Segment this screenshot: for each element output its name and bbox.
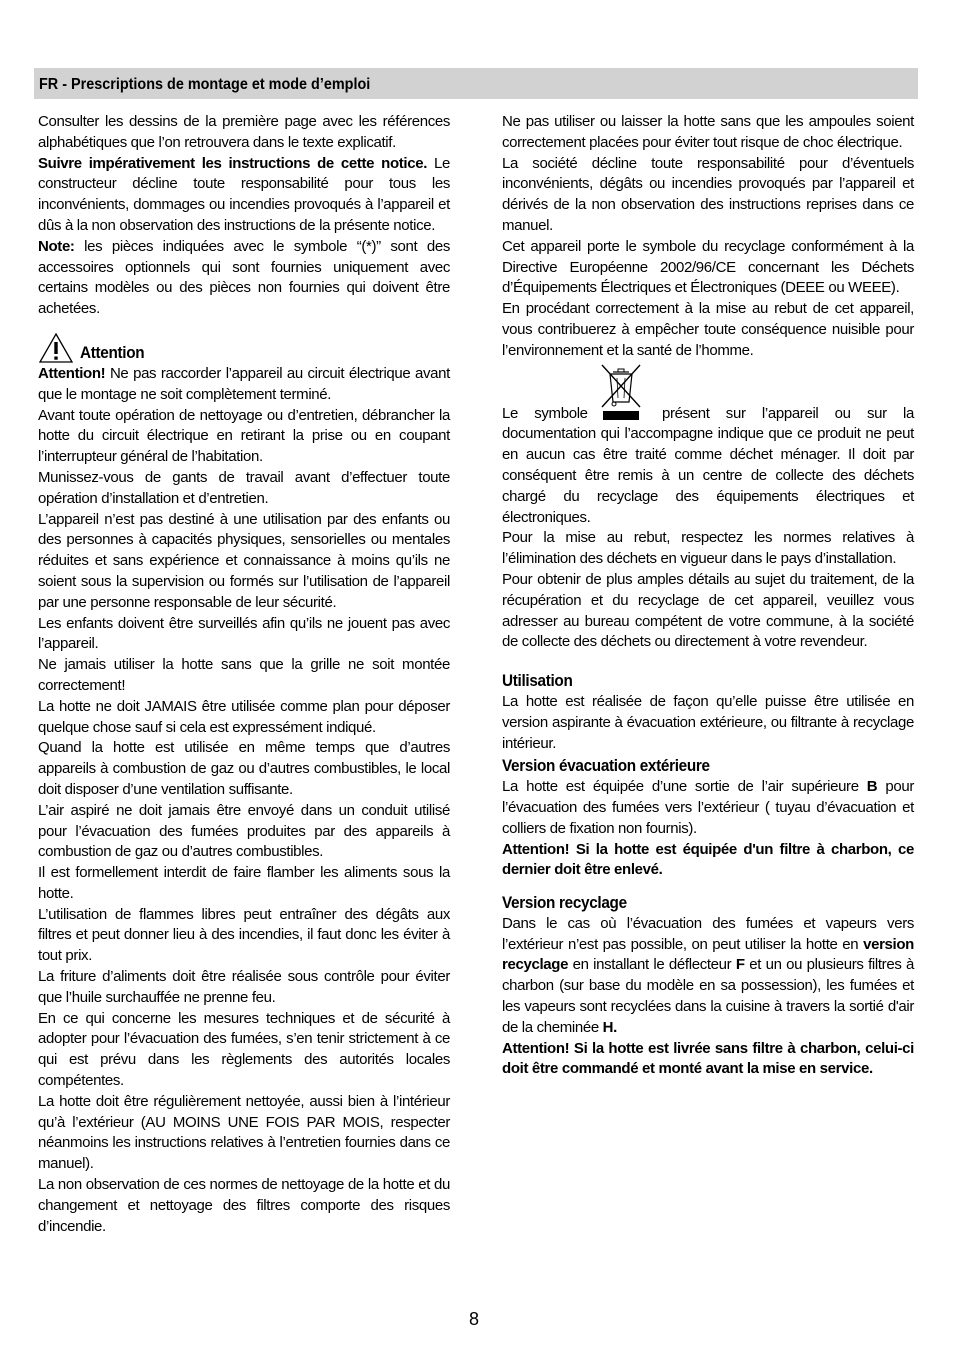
paragraph: La hotte est réalisée de façon qu’elle puisse être utilisée en version aspirante à évacuation extérieure, ou filtrante à recyclage intérieur. [502,692,914,752]
warning-triangle-icon [38,332,74,364]
paragraph: Quand la hotte est utilisée en même temps que d’autres appareils à combustion de gaz ou d’autres combustibles, le local doit disposer d’une ventilation suffisante. [38,739,450,798]
warning-paragraph: Attention! Si la hotte est équipée d'un filtre à charbon, ce dernier doit être enlevé. [502,840,914,879]
paragraph: La hotte ne doit JAMAIS être utilisée comme plan pour déposer quelque chose sauf si cela est expressément indiqué. [38,697,450,736]
paragraph: Dans le cas où l’évacuation des fumées et vapeurs vers l’extérieur n’est pas possible, on peut utiliser la hotte en version recyclage en installant le déflecteur F et un ou plusieurs filtres à charbon (sur base du modèle en sa possession), les fumées et les vapeurs sont recyclées dans la cuisine à travers la sortié d'air de la cheminée H. [502,914,915,1036]
right-column [502,112,914,1080]
paragraph: Les enfants doivent être surveillés afin qu’ils ne jouent pas avec l’appareil. [38,614,450,653]
paragraph: En procédant correctement à la mise au rebut de cet appareil, vous contribuerez à empêcher toute conséquence nuisible pour l’environnement et la santé de l’homme. [502,300,914,359]
paragraph: Attention! Ne pas raccorder l’appareil au circuit électrique avant que le montage ne soit complètement terminé. [38,364,450,403]
paragraph: La friture d’aliments doit être réalisée sous contrôle pour éviter que l’huile surchauffée ne prenne feu. [38,968,450,1006]
warning-paragraph: Attention! Si la hotte est livrée sans filtre à charbon, celui-ci doit être commandé et monté avant la mise en service. [502,1039,914,1078]
paragraph: La non observation de ces normes de nettoyage de la hotte et du changement et nettoyage des filtres comporte des risques d’incendie. [38,1176,450,1235]
section-heading-utilisation: Utilisation [502,671,573,691]
paragraph: L’air aspiré ne doit jamais être envoyé dans un conduit utilisé pour l’évacuation des fumées produites par des appareils à combustion de gaz ou d’autres combustibles. [38,801,450,861]
paragraph: Munissez-vous de gants de travail avant d’effectuer toute opération d’installation et d’entretien. [38,468,450,507]
paragraph: L’appareil n’est pas destiné à une utilisation par des enfants ou des personnes à capacités physiques, sensorielles ou mentales réduites et sans expérience et connaissance à moins qu’ils ne soient sous la supervision ou formés sur l’utilisation de l’appareil par une personne responsable de leur sécurité. [38,510,450,611]
section-heading-recyclage: Version recyclage [502,893,627,913]
paragraph: Il est formellement interdit de faire flamber les aliments sous la hotte. [38,864,450,902]
crossed-out-bin-icon [599,362,643,424]
paragraph: La société décline toute responsabilité pour d’éventuels inconvénients, dégâts ou incendies provoqués par l’appareil et dérivés de la non observation des instructions reprises dans ce manuel. [502,154,914,234]
paragraph: La hotte est équipée d’une sortie de l’air supérieure B pour l’évacuation des fumées vers l’extérieur ( tuyau d’évacuation et colliers de fixation non fournis). [502,778,914,837]
paragraph: Suivre impérativement les instructions de cette notice. Le constructeur décline toute responsabilité pour tous les inconvénients, dommages ou incendies provoqués à l’appareil et dûs à la non observation des instructions de la présente notice. [38,154,450,234]
section-header [34,68,918,99]
page-number: 8 [469,1309,480,1329]
paragraph: La hotte doit être régulièrement nettoyée, aussi bien à l’intérieur qu’à l’extérieur (AU MOINS UNE FOIS PAR MOIS, respecter néanmoins les instructions relatives à l’entretien fournies dans ce manuel). [38,1092,450,1173]
paragraph: Avant toute opération de nettoyage ou d’entretien, débrancher la hotte du circuit électrique en retirant la prise ou en coupant l’interrupteur général de l’habitation. [38,406,450,466]
weee-symbol-area [502,362,914,424]
paragraph: Le symbole présent sur l’appareil ou sur la documentation qui l’accompagne indique que ce produit ne peut en aucun cas être traité comme déchet ménager. Il doit par conséquent être remis à un centre de collecte des déchets chargé du recyclage des équipements électriques et électroniques. [502,404,914,526]
left-column [38,112,450,1237]
paragraph: L’utilisation de flammes libres peut entraîner des dégâts aux filtres et peut donner lieu à des incendies, il faut donc les éviter à tout prix. [38,905,450,965]
paragraph: Ne jamais utiliser la hotte sans que la grille ne soit montée correctement! [38,656,450,694]
paragraph: Pour la mise au rebut, respectez les normes relatives à l’élimination des déchets en vigueur dans le pays d’installation. [502,529,914,568]
attention-heading-row [38,330,450,364]
paragraph: Consulter les dessins de la première page avec les références alphabétiques que l’on retrouvera dans le texte explicatif. [38,113,450,151]
paragraph: Note: les pièces indiquées avec le symbole “(*)” sont des accessoires optionnels qui sont fournies uniquement avec certains modèles ou des pièces non fournies qui doivent être achetées. [38,237,450,318]
section-heading-evacuation: Version évacuation extérieure [502,756,710,776]
paragraph: En ce qui concerne les mesures techniques et de sécurité à adopter pour l’évacuation des fumées, s’en tenir strictement à ce qui est prévu dans les règlements des autorités locales compétentes. [38,1009,450,1090]
attention-heading: Attention [80,343,145,363]
paragraph: Cet appareil porte le symbole du recyclage conformément à la Directive Européenne 2002/96/CE concernant les Déchets d’Équipements Électriques et Électroniques (DEEE ou WEEE). [502,237,914,297]
section-title: FR - Prescriptions de montage et mode d’emploi [39,76,371,93]
paragraph: Ne pas utiliser ou laisser la hotte sans que les ampoules soient correctement placées pour éviter tout risque de choc électrique. [502,113,914,151]
paragraph: Pour obtenir de plus amples détails au sujet du traitement, de la récupération et du recyclage de cet appareil, veuillez vous adresser au bureau compétent de votre commune, à la société de collecte des déchets ou directement à votre revendeur. [502,570,914,651]
